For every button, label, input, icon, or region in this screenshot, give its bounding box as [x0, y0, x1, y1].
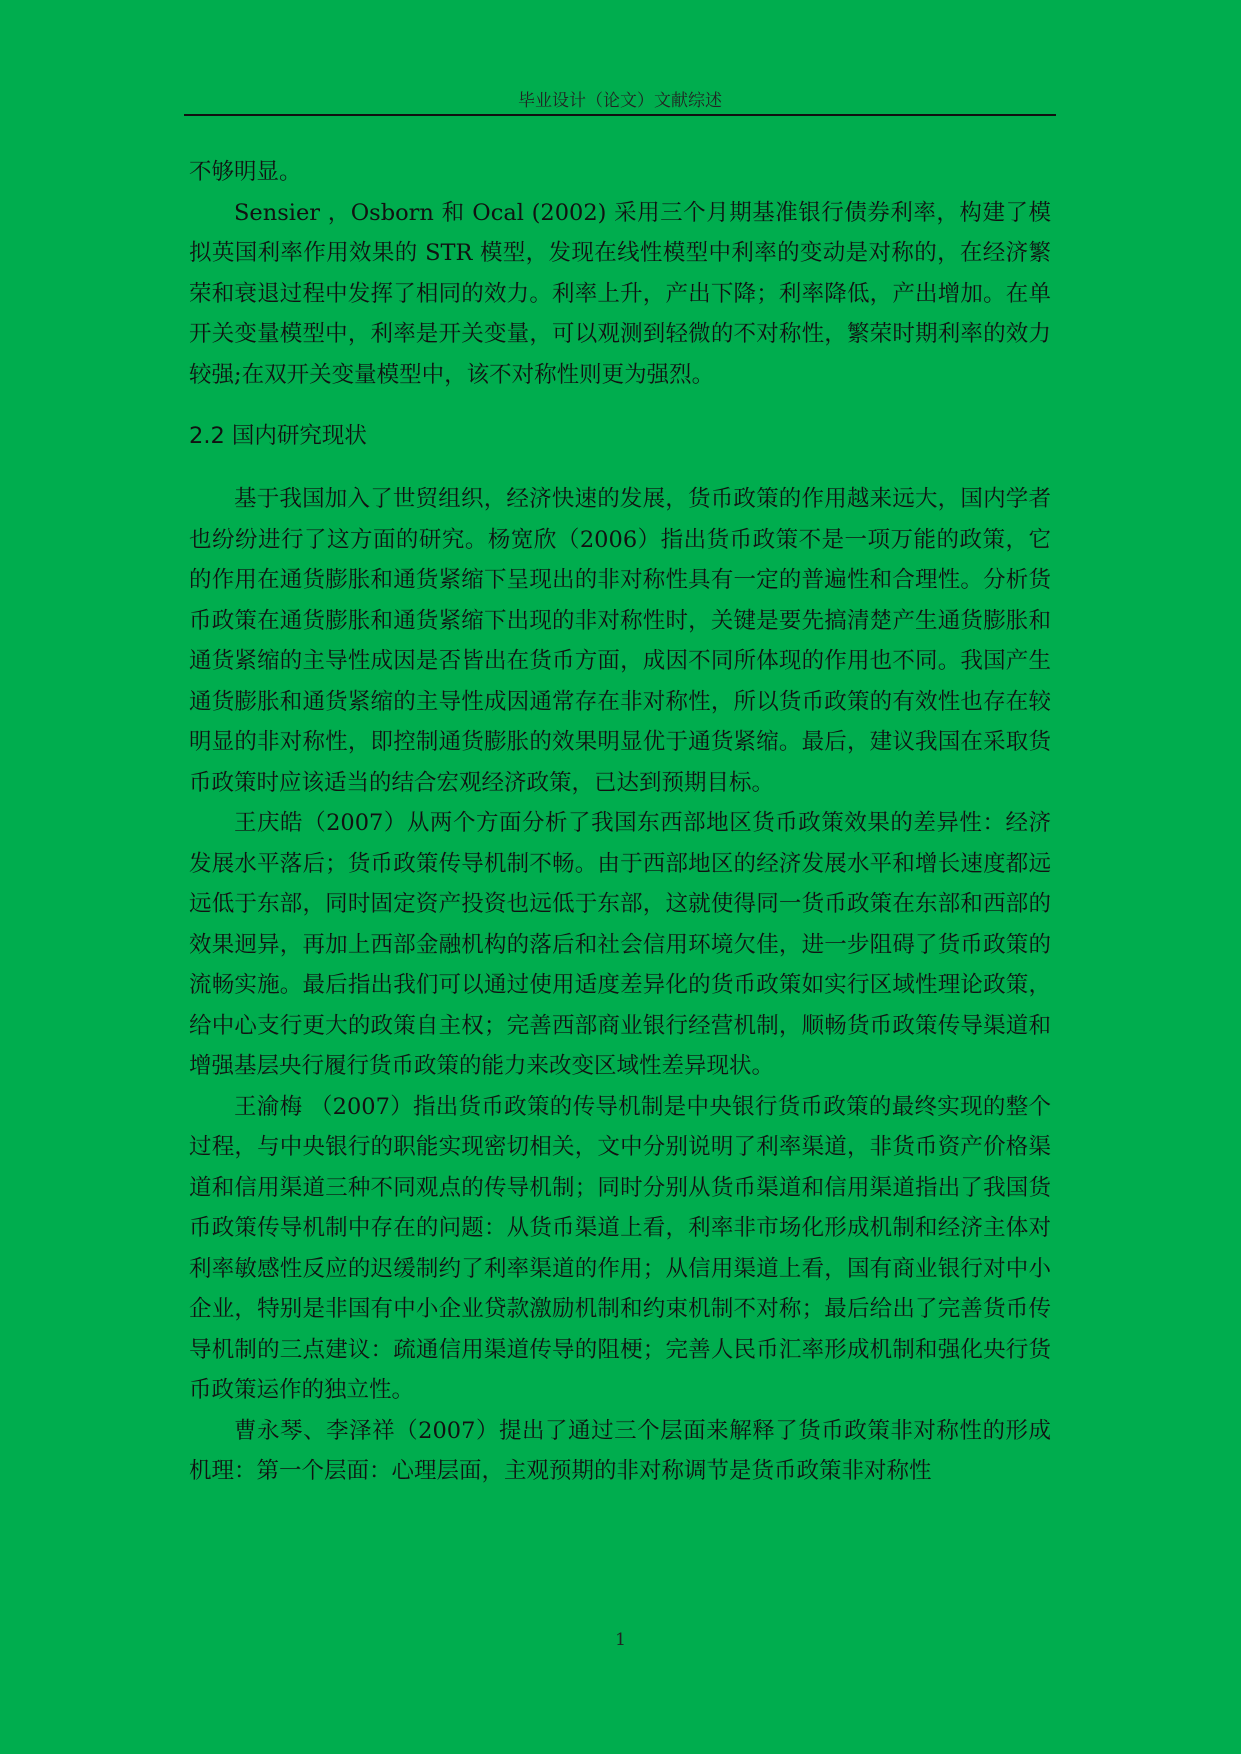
paragraph: Sensier ，Osborn 和 Ocal (2002) 采用三个月期基准银行债券利率，构建了模拟英国利率作用效果的 STR 模型，发现在线性模型中利率的变动是对称的，在经济繁荣和衰退过程中发挥了相同的效力。利率上升，产出下降；利率降低，产出增加。在单开关变量模型中，利率是开关变量，可以观测到轻微的不对称性，繁荣时期利率的效力较强;在双开关变量模型中，该不对称性则更为强烈。: [189, 199, 1051, 388]
page-header: [184, 88, 1056, 116]
document-body: [189, 152, 1051, 1492]
paragraph: 不够明显。: [189, 159, 302, 185]
paragraph: 基于我国加入了世贸组织，经济快速的发展，货币政策的作用越来远大，国内学者也纷纷进行了这方面的研究。杨宽欣（2006）指出货币政策不是一项万能的政策，它的作用在通货膨胀和通货紧缩下呈现出的非对称性具有一定的普遍性和合理性。分析货币政策在通货膨胀和通货紧缩下出现的非对称性时，关键是要先搞清楚产生通货膨胀和通货紧缩的主导性成因是否皆出在货币方面，成因不同所体现的作用也不同。我国产生通货膨胀和通货紧缩的主导性成因通常存在非对称性，所以货币政策的有效性也存在较明显的非对称性，即控制通货膨胀的效果明显优于通货紧缩。最后，建议我国在采取货币政策时应该适当的结合宏观经济政策，已达到预期目标。: [189, 486, 1051, 796]
paragraph: 曹永琴、李泽祥（2007）提出了通过三个层面来解释了货币政策非对称性的形成机理：第一个层面：心理层面，主观预期的非对称调节是货币政策非对称性: [189, 1417, 1051, 1484]
header-title: 毕业设计（论文）文献综述: [518, 91, 722, 111]
paragraph: 王渝梅 （2007）指出货币政策的传导机制是中央银行货币政策的最终实现的整个过程，与中央银行的职能实现密切相关，文中分别说明了利率渠道，非货币资产价格渠道和信用渠道三种不同观点的传导机制；同时分别从货币渠道和信用渠道指出了我国货币政策传导机制中存在的问题：从货币渠道上看，利率非市场化形成机制和经济主体对利率敏感性反应的迟缓制约了利率渠道的作用；从信用渠道上看，国有商业银行对中小企业，特别是非国有中小企业贷款激励机制和约束机制不对称；最后给出了完善货币传导机制的三点建议：疏通信用渠道传导的阻梗；完善人民币汇率形成机制和强化央行货币政策运作的独立性。: [189, 1093, 1051, 1403]
section-heading: 2.2 国内研究现状: [189, 423, 367, 449]
paragraph: 王庆皓（2007）从两个方面分析了我国东西部地区货币政策效果的差异性：经济发展水平落后；货币政策传导机制不畅。由于西部地区的经济发展水平和增长速度都远远低于东部，同时固定资产投资也远低于东部，这就使得同一货币政策在东部和西部的效果迥异，再加上西部金融机构的落后和社会信用环境欠佳，进一步阻碍了货币政策的流畅实施。最后指出我们可以通过使用适度差异化的货币政策如实行区域性理论政策，给中心支行更大的政策自主权；完善西部商业银行经营机制，顺畅货币政策传导渠道和增强基层央行履行货币政策的能力来改变区域性差异现状。: [189, 810, 1051, 1079]
page-number: 1: [615, 1630, 626, 1650]
